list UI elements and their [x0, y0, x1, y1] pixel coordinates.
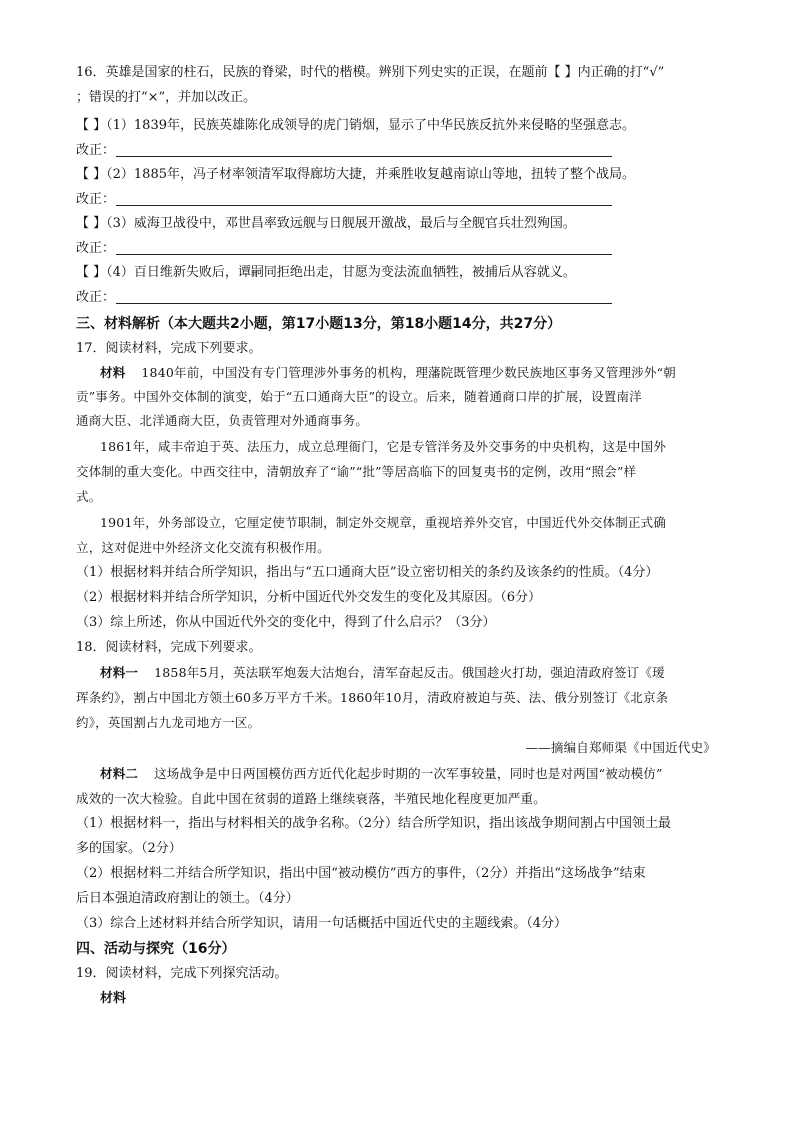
q19-material-label: 材料 — [100, 991, 127, 1006]
q16-intro-line-1: 16．英雄是国家的柱石，民族的脊梁，时代的楷模。辨别下列史实的正误，在题前【 】内正确的打“√” — [76, 65, 665, 80]
section-3-title: 三、材料解析（本大题共2小题，第17小题13分，第18小题14分，共27分） — [76, 316, 562, 332]
q18-question-1-line-1: （1）根据材料一，指出与材料相关的战争名称。（2分）结合所学知识，指出该战争期间割占中国领土最 — [76, 816, 672, 831]
q17-para1-3: 通商大臣、北洋通商大臣，负责管理对外通商事务。 — [76, 413, 369, 428]
q18-stem: 18．阅读材料，完成下列要求。 — [76, 640, 262, 655]
q17-para2-3: 式。 — [76, 489, 102, 504]
q16-item-3: 【 】（3）威海卫战役中，邓世昌率致远舰与日舰展开激战，最后与全舰官兵壮烈殉国。 — [76, 216, 576, 231]
q16-item-4: 【 】（4）百日维新失败后，谭嗣同拒绝出走，甘愿为变法流血牺牲，被捕后从容就义。 — [76, 265, 576, 280]
q17-question-3: （3）综上所述，你从中国近代外交的变化中，得到了什么启示？（3分） — [76, 615, 496, 630]
q17-question-2: （2）根据材料并结合所学知识，分析中国近代外交发生的变化及其原因。（6分） — [76, 590, 542, 605]
q18-material1-label: 材料一 — [100, 665, 139, 680]
q16-item-1: 【 】（1）1839年，民族英雄陈化成领导的虎门销烟，显示了中华民族反抗外来侵略的坚强意志。 — [76, 118, 635, 133]
q19-stem: 19．阅读材料，完成下列探究活动。 — [76, 966, 288, 981]
q16-item-2-fix-label: 改正： — [76, 192, 116, 207]
q18-m2-2: 成效的一次大检验。自此中国在贫弱的道路上继续衰落，半殖民地化程度更加严重。 — [76, 791, 546, 806]
q18-question-1-line-2: 多的国家。（2分） — [76, 841, 182, 856]
q17-para2-2: 交体制的重大变化。中西交往中，清朝放弃了“谕”“批”等居高临下的回复夷书的定例，改用“照会”样 — [76, 464, 637, 479]
q17-para3-2: 立，这对促进中外经济文化交流有积极作用。 — [76, 540, 331, 555]
q17-question-1: （1）根据材料并结合所学知识，指出与“五口通商大臣”设立密切相关的条约及该条约的性质。（4分） — [76, 565, 659, 580]
q18-question-2-line-2: 后日本强迫清政府割让的领土。（4分） — [76, 891, 299, 906]
q16-item-2: 【 】（2）1885年，冯子材率领清军取得廊坊大捷，并乘胜收复越南谅山等地，扭转了整个战局。 — [76, 167, 635, 182]
q17-material-label: 材料 — [100, 365, 126, 380]
q16-item-2-answer-line[interactable] — [116, 205, 612, 206]
q18-m1-source: ——摘编自郑师渠《中国近代史》 — [525, 740, 716, 755]
q18-material2-label: 材料二 — [100, 766, 139, 781]
q18-m1-3: 约》，英国割占九龙司地方一区。 — [76, 715, 261, 730]
q16-item-3-fix-label: 改正： — [76, 241, 116, 256]
q17-para1-1: 1840年前，中国没有专门管理涉外事务的机构，理藩院既管理少数民族地区事务又管理涉外“朝 — [141, 365, 676, 380]
q16-item-1-answer-line[interactable] — [116, 156, 612, 157]
q17-para2-1: 1861年，咸丰帝迫于英、法压力，成立总理衙门，它是专管洋务及外交事务的中央机构，这是中国外 — [100, 439, 667, 454]
q17-para3-1: 1901年，外务部设立，它厘定使节职制，制定外交规章，重视培养外交官，中国近代外交体制正式确 — [100, 515, 667, 530]
q18-question-3: （3）综合上述材料并结合所学知识，请用一句话概括中国近代史的主题线索。（4分） — [76, 916, 568, 931]
q16-item-4-answer-line[interactable] — [116, 303, 612, 304]
q18-m1-2: 珲条约》，割占中国北方领土60多万平方千米。1860年10月，清政府被迫与英、法、俄分别签订《北京条 — [76, 690, 669, 705]
q18-m1-1: 1858年5月，英法联军炮轰大沽炮台，清军奋起反击。俄国趁火打劫，强迫清政府签订《瑷 — [154, 665, 665, 680]
q16-intro-line-2: ；错误的打“×”，并加以改正。 — [76, 90, 257, 105]
q18-m2-1: 这场战争是中日两国模仿西方近代化起步时期的一次军事较量，同时也是对两国“被动模仿” — [154, 766, 663, 781]
q16-item-3-answer-line[interactable] — [116, 254, 612, 255]
q18-question-2-line-1: （2）根据材料二并结合所学知识，指出中国“被动模仿”西方的事件，（2分）并指出“这场战争”结束 — [76, 866, 646, 881]
q16-item-4-fix-label: 改正： — [76, 290, 116, 305]
q17-material-line-1 — [100, 364, 676, 382]
q18-material2-line-1 — [100, 765, 663, 783]
q17-para1-2: 贡”事务。中国外交体制的演变，始于“五口通商大臣”的设立。后来，随着通商口岸的扩展，设置南洋 — [76, 389, 642, 404]
q17-stem: 17．阅读材料，完成下列要求。 — [76, 341, 262, 356]
q18-material1-line-1 — [100, 664, 665, 682]
section-4-title: 四、活动与探究（16分） — [76, 941, 236, 957]
q16-item-1-fix-label: 改正： — [76, 143, 116, 158]
